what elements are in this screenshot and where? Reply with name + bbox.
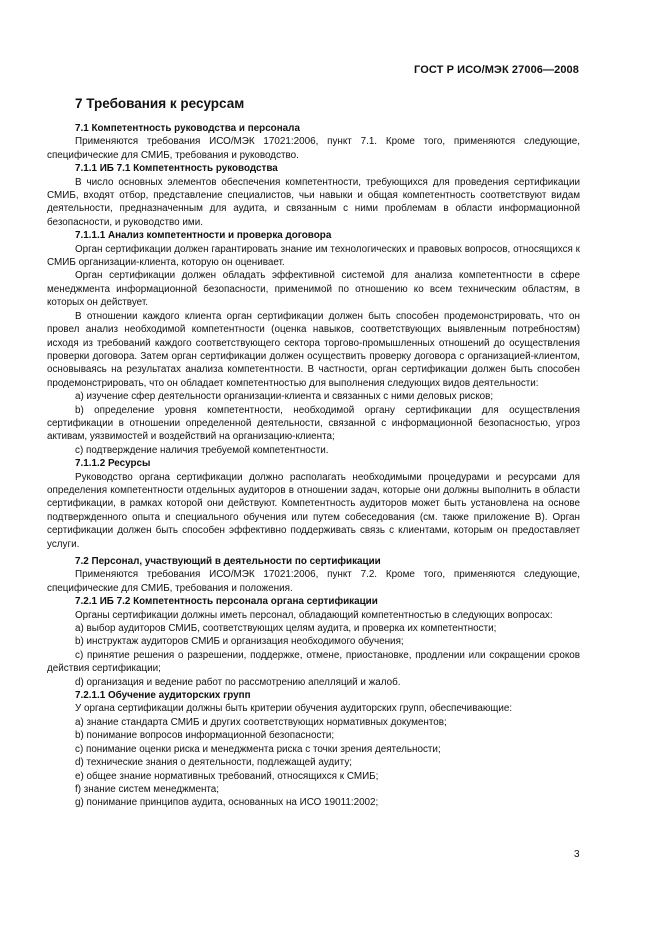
list-item: a) изучение сфер деятельности организации-клиента и связанных с ними деловых рисков;: [75, 391, 494, 403]
document-body: [47, 96, 580, 810]
paragraph: Руководство органа сертификации должно располагать необходимыми процедурами и ресурсами для определения компетентности отдельных аудиторов в отношении задач, которые они должны выполнить в области сертификации, в рамках которой они действуют. Компетентность аудиторов может быть установлена на основе подтвержденного опыта и специального обучения или путем собеседования (см. также приложение В). Орган сертификации должен быть способен эффективно поддерживать связь с клиентами, которым он предоставляет услуги.: [47, 471, 580, 550]
paragraph: Применяются требования ИСО/МЭК 17021:2006, пункт 7.2. Кроме того, применяются следующие, специфические для СМИБ, требования и положения.: [47, 569, 580, 594]
subsection-title: 7.1.1.2 Ресурсы: [75, 458, 151, 470]
list-item: b) инструктаж аудиторов СМИБ и организация необходимого обучения;: [75, 636, 404, 648]
paragraph: Орган сертификации должен обладать эффективной системой для анализа компетентности в сфере менеджмента информационной безопасности, применимой по отношению ко всем техническим областям, в которых он действует.: [47, 270, 580, 309]
page-number: 3: [574, 849, 580, 860]
list-item: e) общее знание нормативных требований, относящихся к СМИБ;: [75, 770, 379, 782]
paragraph: У органа сертификации должны быть критерии обучения аудиторских групп, обеспечивающие:: [75, 703, 513, 715]
paragraph: Применяются требования ИСО/МЭК 17021:2006, пункт 7.1. Кроме того, применяются следующие, специфические для СМИБ, требования и руководство.: [47, 136, 580, 161]
subsection-title: 7.2 Персонал, участвующий в деятельности по сертификации: [75, 556, 381, 567]
list-item: c) понимание оценки риска и менеджмента риска с точки зрения деятельности;: [75, 743, 441, 755]
list-item: f) знание систем менеджмента;: [75, 783, 220, 795]
paragraph: Органы сертификации должны иметь персонал, обладающий компетентностью в следующих вопросах:: [75, 609, 553, 621]
list-item: c) принятие решения о разрешении, поддержке, отмене, приостановке, продлении или сокращении сроков действия сертификации;: [47, 649, 580, 675]
paragraph: В отношении каждого клиента орган сертификации должен быть способен продемонстрировать, что он провел анализ необходимой компетентности (оценка навыков, соответствующих выявленным потребностям) исходя из требований каждого соответствующего сектора торгово-промышленных отношений до осуществления проверки договора. Затем орган сертификации должен осуществить проверку договора с организацией-клиентом, основываясь на результатах анализа компетентности. В частности, орган сертификации должен быть способен продемонстрировать, что он обладает компетентностью для выполнения следующих видов деятельности:: [47, 310, 580, 389]
subsection-title: 7.1 Компетентность руководства и персонала: [75, 123, 300, 134]
subsection-title: 7.1.1 ИБ 7.1 Компетентность руководства: [75, 163, 278, 175]
list-item: c) подтверждение наличия требуемой компетентности.: [75, 444, 329, 456]
subsection-title: 7.2.1 ИБ 7.2 Компетентность персонала органа сертификации: [75, 596, 378, 608]
paragraph: Орган сертификации должен гарантировать знание им технологических и правовых вопросов, относящихся к СМИБ организации-клиента, которую он оценивает.: [47, 243, 580, 269]
list-item: b) понимание вопросов информационной безопасности;: [75, 730, 335, 742]
subsection-title: 7.2.1.1 Обучение аудиторских групп: [75, 690, 251, 702]
list-item: a) знание стандарта СМИБ и других соответствующих нормативных документов;: [75, 716, 447, 728]
list-item: d) организация и ведение работ по рассмотрению апелляций и жалоб.: [75, 676, 401, 688]
section-title: 7 Требования к ресурсам: [75, 96, 245, 111]
list-item: a) выбор аудиторов СМИБ, соответствующих целям аудита, и проверка их компетентности;: [75, 623, 497, 635]
paragraph: В число основных элементов обеспечения компетентности, требующихся для проведения сертификации СМИБ, входят отбор, представление специалистов, чьи навыки и общая компетентность соответствуют видам деятельности, предназначенным для аудита, и связанным с ними проблемам в области информационной безопасности, и руководство ими.: [47, 176, 580, 228]
document-header: ГОСТ Р ИСО/МЭК 27006—2008: [414, 64, 579, 76]
list-item: b) определение уровня компетентности, необходимой органу сертификации для осуществления сертификации в отношении определенной деятельности, связанной с информационной безопасностью, угроз активам, уязвимостей и воздействий на организацию-клиента;: [47, 404, 580, 443]
list-item: g) понимание принципов аудита, основанных на ИСО 19011:2002;: [75, 797, 379, 809]
subsection-title: 7.1.1.1 Анализ компетентности и проверка договора: [75, 230, 332, 242]
list-item: d) технические знания о деятельности, подлежащей аудиту;: [75, 757, 352, 769]
